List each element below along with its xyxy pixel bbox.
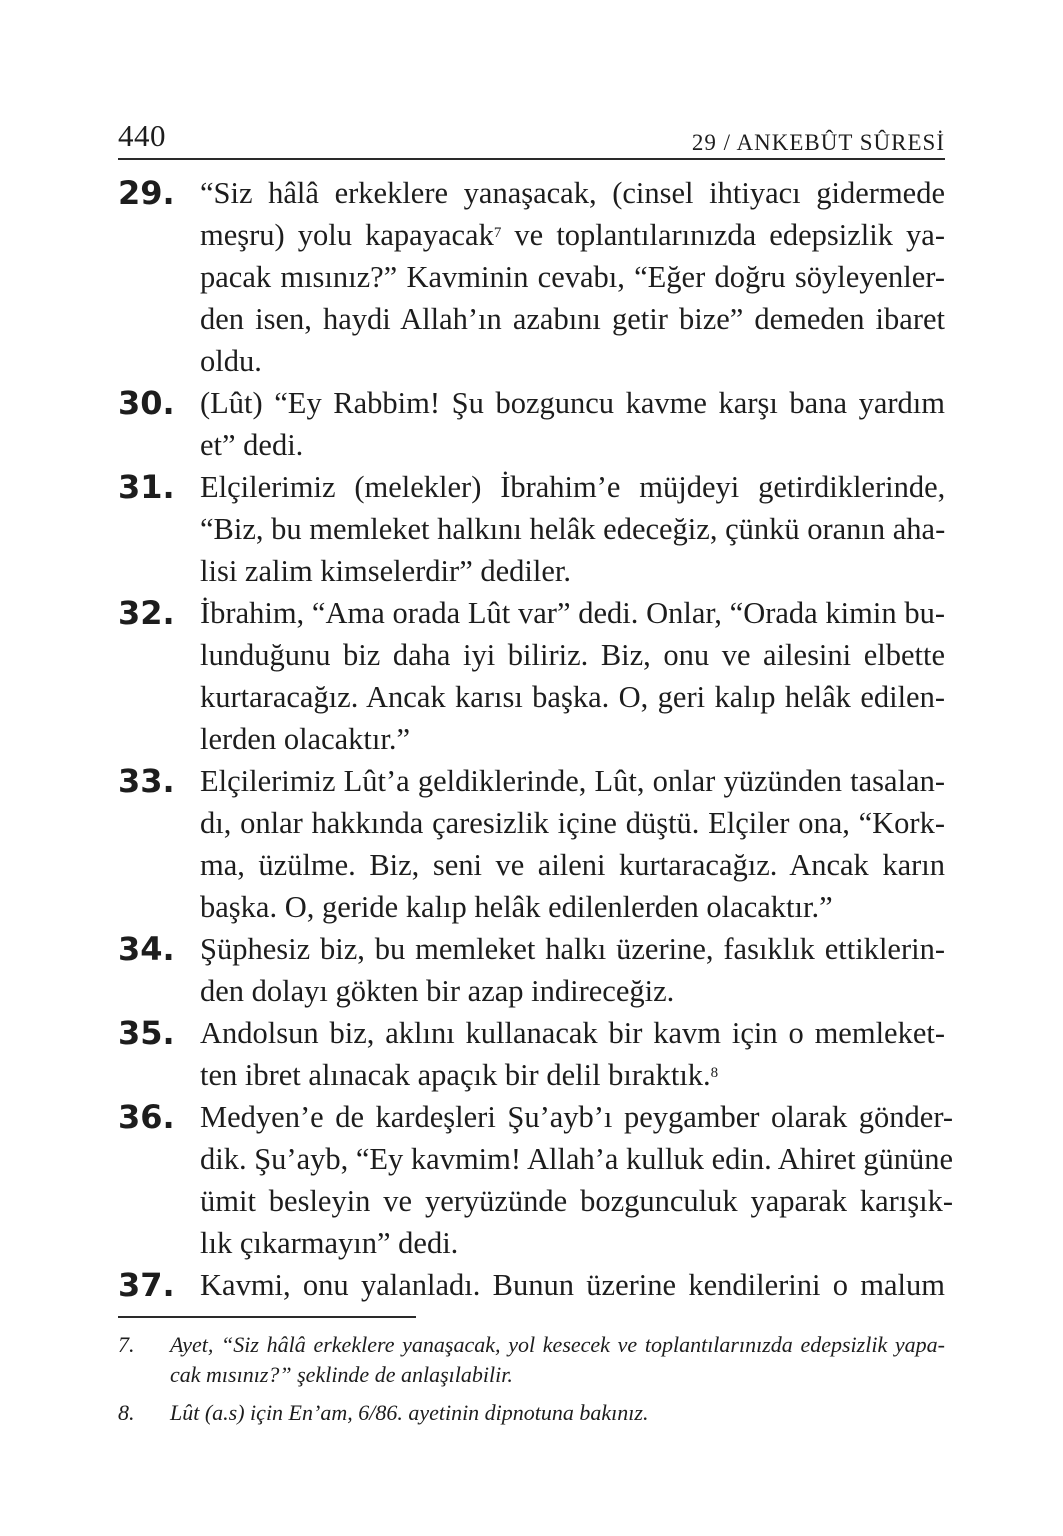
verse-line: dik. Şu’ayb, “Ey kavmim! Allah’a kulluk edin. Ahiret gününe: [200, 1142, 954, 1176]
footnote-7: [118, 1330, 945, 1390]
verse-line: et” dedi.: [200, 428, 304, 462]
verse-number: 30.: [118, 384, 175, 422]
verse-line: oldu.: [200, 344, 262, 378]
footnote-text: [170, 1398, 945, 1428]
verse-30: [118, 382, 945, 466]
verse-line: Şüphesiz biz, bu memleket halkı üzerine, fasıklık ettiklerin-: [200, 932, 945, 966]
verse-line: ma, üzülme. Biz, seni ve aileni kurtaracağız. Ancak karın: [200, 848, 945, 882]
verse-31: [118, 466, 945, 592]
verse-text: [200, 760, 945, 928]
verse-text: [200, 466, 945, 592]
footnote-text: [170, 1330, 945, 1390]
verse-line: “Siz hâlâ erkeklere yanaşacak, (cinsel ihtiyacı gidermede: [200, 176, 945, 210]
verse-33: [118, 760, 945, 928]
verse-line: Andolsun biz, aklını kullanacak bir kavm için o memleket-: [200, 1016, 945, 1050]
verse-line: İbrahim, “Ama orada Lût var” dedi. Onlar, “Orada kimin bu-: [200, 596, 945, 630]
verse-line: pacak mısınız?” Kavminin cevabı, “Eğer doğru söyleyenler-: [200, 260, 945, 294]
verse-line: ümit besleyin ve yeryüzünde bozgunculuk yaparak karışık-: [200, 1184, 954, 1218]
footnote-number: 7.: [118, 1332, 135, 1357]
verse-29: [118, 172, 945, 382]
verse-number: 32.: [118, 594, 175, 632]
verse-line: kurtaracağız. Ancak karısı başka. O, geri kalıp helâk edilen-: [200, 680, 945, 714]
verse-number: 31.: [118, 468, 175, 506]
footnotes: [118, 1330, 945, 1436]
verse-text: [200, 1012, 945, 1096]
page-number: 440: [118, 118, 166, 153]
verse-number: 35.: [118, 1014, 175, 1052]
footnote-line: cak mısınız?” şeklinde de anlaşılabilir.: [170, 1362, 513, 1387]
verse-line: den dolayı gökten bir azap indireceğiz.: [200, 974, 675, 1008]
verse-number: 37.: [118, 1266, 175, 1304]
verse-line: lerden olacaktır.”: [200, 722, 411, 756]
verse-line: [200, 1054, 945, 1096]
verse-text: [200, 1096, 953, 1264]
verse-line: Kavmi, onu yalanladı. Bunun üzerine kendilerini o malum: [200, 1268, 945, 1302]
verse-line: başka. O, geride kalıp helâk edilenlerden olacaktır.”: [200, 890, 833, 924]
footnote-8: [118, 1398, 945, 1428]
footnote-divider: [118, 1316, 416, 1318]
verse-line: [200, 214, 945, 256]
verse-line: “Biz, bu memleket halkını helâk edeceğiz, çünkü oranın aha-: [200, 512, 946, 546]
footnote-line: Ayet, “Siz hâlâ erkeklere yanaşacak, yol kesecek ve toplantılarınızda edepsizlik yapa-: [170, 1332, 945, 1357]
verse-37: [118, 1264, 945, 1306]
verse-text: [200, 382, 945, 466]
verse-line: Elçilerimiz (melekler) İbrahim’e müjdeyi getirdiklerinde,: [200, 470, 946, 504]
footnote-ref-8[interactable]: 8: [710, 1065, 719, 1081]
verse-line: den isen, haydi Allah’ın azabını getir bize” demeden ibaret: [200, 302, 945, 336]
verse-32: [118, 592, 945, 760]
verse-number: 36.: [118, 1098, 175, 1136]
footnote-ref-7[interactable]: 7: [493, 225, 502, 241]
verse-35: [118, 1012, 945, 1096]
verse-number: 34.: [118, 930, 175, 968]
verse-text: [200, 172, 945, 382]
verse-text: [200, 928, 945, 1012]
verse-line-part: meşru) yolu kapayacak: [200, 218, 494, 252]
verse-line: (Lût) “Ey Rabbim! Şu bozguncu kavme karşı bana yardım: [200, 386, 945, 420]
verse-line-part: ten ibret alınacak apaçık bir delil bıraktık.: [200, 1058, 711, 1092]
footnote-line: Lût (a.s) için En’am, 6/86. ayetinin dipnotuna bakınız.: [170, 1400, 649, 1425]
verse-text: [200, 592, 945, 760]
running-head: 29 / ANKEBÛT SÛRESİ: [691, 130, 945, 155]
verse-number: 29.: [118, 174, 175, 212]
footnote-number: 8.: [118, 1400, 135, 1425]
verse-line: lisi zalim kimselerdir” dediler.: [200, 554, 571, 588]
verse-list: [118, 172, 954, 1306]
verse-line-part: ve toplantılarınızda edepsizlik ya-: [501, 218, 946, 252]
verse-line: dı, onlar hakkında çaresizlik içine düştü. Elçiler ona, “Kork-: [200, 806, 945, 840]
verse-36: [118, 1096, 954, 1264]
page-header: [118, 116, 945, 160]
verse-line: Elçilerimiz Lût’a geldiklerinde, Lût, onlar yüzünden tasalan-: [200, 764, 945, 798]
verse-34: [118, 928, 945, 1012]
verse-line: Medyen’e de kardeşleri Şu’ayb’ı peygamber olarak gönder-: [200, 1100, 954, 1134]
verse-line: lunduğunu biz daha iyi biliriz. Biz, onu ve ailesini elbette: [200, 638, 945, 672]
verse-number: 33.: [118, 762, 175, 800]
verse-text: [200, 1264, 945, 1306]
verse-line: lık çıkarmayın” dedi.: [200, 1226, 459, 1260]
